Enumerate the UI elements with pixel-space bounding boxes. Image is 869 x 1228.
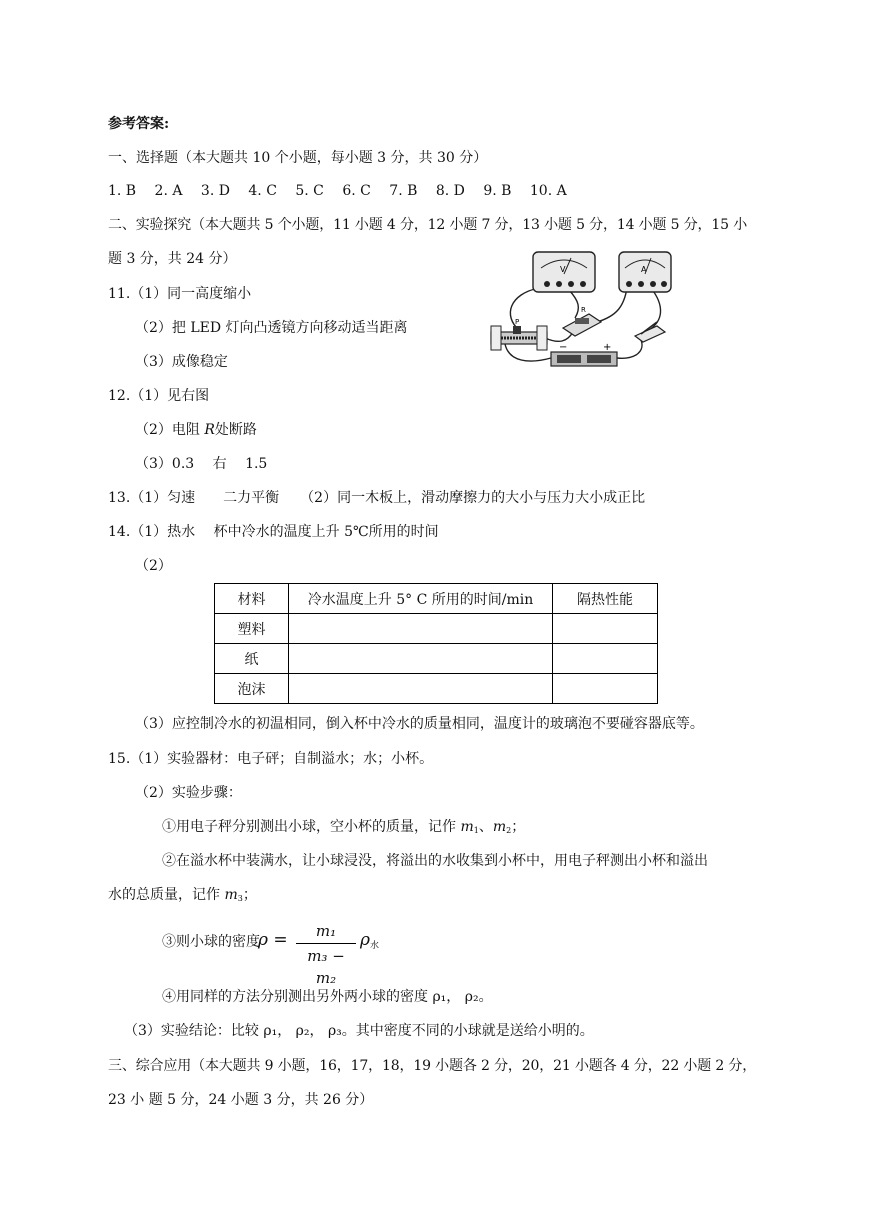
table-row bbox=[215, 644, 658, 674]
battery-icon bbox=[551, 342, 617, 366]
svg-text:V: V bbox=[560, 265, 566, 274]
q12-answer-2-post: 处断路 bbox=[214, 422, 257, 438]
svg-text:R: R bbox=[581, 306, 586, 314]
q15-step-1 bbox=[162, 818, 525, 840]
table-cell bbox=[553, 644, 658, 674]
table-cell: 纸 bbox=[215, 644, 289, 674]
svg-text:P: P bbox=[515, 318, 520, 326]
q15-answer-1: 15.（1）实验器材：电子砰；自制溢水；水；小杯。 bbox=[108, 751, 434, 767]
insulation-table bbox=[214, 583, 658, 704]
table-row bbox=[215, 674, 658, 704]
section3-title-line2: 23 小 题 5 分，24 小题 3 分，共 26 分） bbox=[108, 1092, 374, 1108]
q15-answer-2: （2）实验步骤： bbox=[135, 785, 242, 801]
svg-text:−: − bbox=[559, 342, 568, 353]
q11-answer-1: 11.（1）同一高度缩小 bbox=[108, 286, 252, 302]
q14-answer-2: （2） bbox=[135, 558, 172, 574]
var-m1-sub: 1 bbox=[473, 826, 479, 835]
table-cell bbox=[553, 614, 658, 644]
formula-denominator: m₃ − m₂ bbox=[307, 947, 345, 987]
table-header-cell: 冷水温度上升 5° C 所用的时间/min bbox=[289, 584, 553, 614]
table-cell: 塑料 bbox=[215, 614, 289, 644]
var-m3: m bbox=[224, 887, 238, 903]
var-m1: m bbox=[460, 819, 474, 835]
table-header-row bbox=[215, 584, 658, 614]
q15-step-2-line1: ②在溢水杯中装满水，让小球浸没，将溢出的水收集到小杯中，用电子秤测出小杯和溢出 bbox=[162, 853, 708, 869]
q11-answer-2: （2）把 LED 灯向凸透镜方向移动适当距离 bbox=[135, 320, 408, 336]
heading: 参考答案: bbox=[108, 116, 170, 132]
q11-answer-3: （3）成像稳定 bbox=[135, 354, 228, 370]
q15-step-3: ③则小球的密度 bbox=[162, 934, 260, 950]
ammeter-icon bbox=[619, 252, 671, 292]
var-m3-sub: 3 bbox=[237, 894, 243, 903]
q12-answer-3: （3）0.3 右 1.5 bbox=[135, 456, 268, 472]
formula-numerator: m₁ bbox=[315, 922, 337, 940]
var-m2: m bbox=[492, 819, 507, 835]
step-1-end: ； bbox=[511, 819, 526, 835]
rho-water: ρ bbox=[360, 930, 370, 950]
table-cell bbox=[553, 674, 658, 704]
table-cell bbox=[289, 614, 553, 644]
q12-answer-2 bbox=[135, 421, 257, 439]
step-2-end: ； bbox=[242, 887, 257, 903]
section2-title-line2: 题 3 分，共 24 分） bbox=[108, 251, 237, 267]
voltmeter-icon bbox=[533, 252, 595, 292]
q12-answer-2-pre: （2）电阻 bbox=[135, 422, 205, 438]
density-formula-rhs bbox=[360, 931, 379, 955]
q13-answer-1: 13.（1）匀速 二力平衡 （2）同一木板上，滑动摩擦力的大小与压力大小成正比 bbox=[108, 490, 646, 506]
table-cell bbox=[289, 644, 553, 674]
section1-answers: 1. B 2. A 3. D 4. C 5. C 6. C 7. B 8. D 9. B 10. A bbox=[108, 183, 567, 199]
table-row bbox=[215, 614, 658, 644]
section2-title-line1: 二、实验探究（本大题共 5 个小题，11 小题 4 分，12 小题 7 分，13 小题 5 分，14 小题 5 分，15 小 bbox=[108, 217, 748, 233]
var-m2-sub: 2 bbox=[506, 826, 512, 835]
density-formula-fraction bbox=[296, 920, 356, 989]
q12-resistor-var: R bbox=[204, 422, 215, 438]
q15-step-1-text: ①用电子秤分别测出小球，空小杯的质量，记作 bbox=[162, 819, 461, 835]
fraction-bar bbox=[296, 943, 356, 944]
switch-icon bbox=[635, 322, 665, 342]
section3-title-line1: 三、综合应用（本大题共 9 小题，16，17，18，19 小题各 2 分，20，21 小题各 4 分，22 小题 2 分， bbox=[108, 1058, 757, 1074]
svg-text:+: + bbox=[603, 342, 612, 353]
table-cell bbox=[289, 674, 553, 704]
circuit-diagram bbox=[489, 246, 675, 372]
section1-title: 一、选择题（本大题共 10 个小题，每小题 3 分，共 30 分） bbox=[108, 150, 488, 166]
q15-step-2-line2 bbox=[108, 886, 257, 908]
table-header-cell: 隔热性能 bbox=[553, 584, 658, 614]
q15-step-2-text: 水的总质量，记作 bbox=[108, 887, 225, 903]
q15-step-4: ④用同样的方法分别测出另外两小球的密度 ρ₁， ρ₂。 bbox=[162, 989, 493, 1005]
rho-water-sub: 水 bbox=[370, 941, 380, 951]
table-header-cell: 材料 bbox=[215, 584, 289, 614]
q14-answer-1: 14.（1）热水 杯中冷水的温度上升 5℃所用的时间 bbox=[108, 524, 439, 540]
density-formula-lhs: ρ = bbox=[258, 930, 288, 950]
svg-text:A: A bbox=[641, 265, 647, 274]
table-cell: 泡沫 bbox=[215, 674, 289, 704]
resistor-icon bbox=[563, 306, 601, 336]
q14-answer-3: （3）应控制冷水的初温相同，倒入杯中冷水的质量相同，温度计的玻璃泡不要碰容器底等。 bbox=[135, 716, 704, 732]
q15-answer-3: （3）实验结论：比较 ρ₁， ρ₂， ρ₃。其中密度不同的小球就是送给小明的。 bbox=[124, 1023, 594, 1039]
q12-answer-1: 12.（1）见右图 bbox=[108, 388, 210, 404]
rheostat-icon bbox=[491, 318, 547, 350]
separator: 、 bbox=[478, 819, 493, 835]
